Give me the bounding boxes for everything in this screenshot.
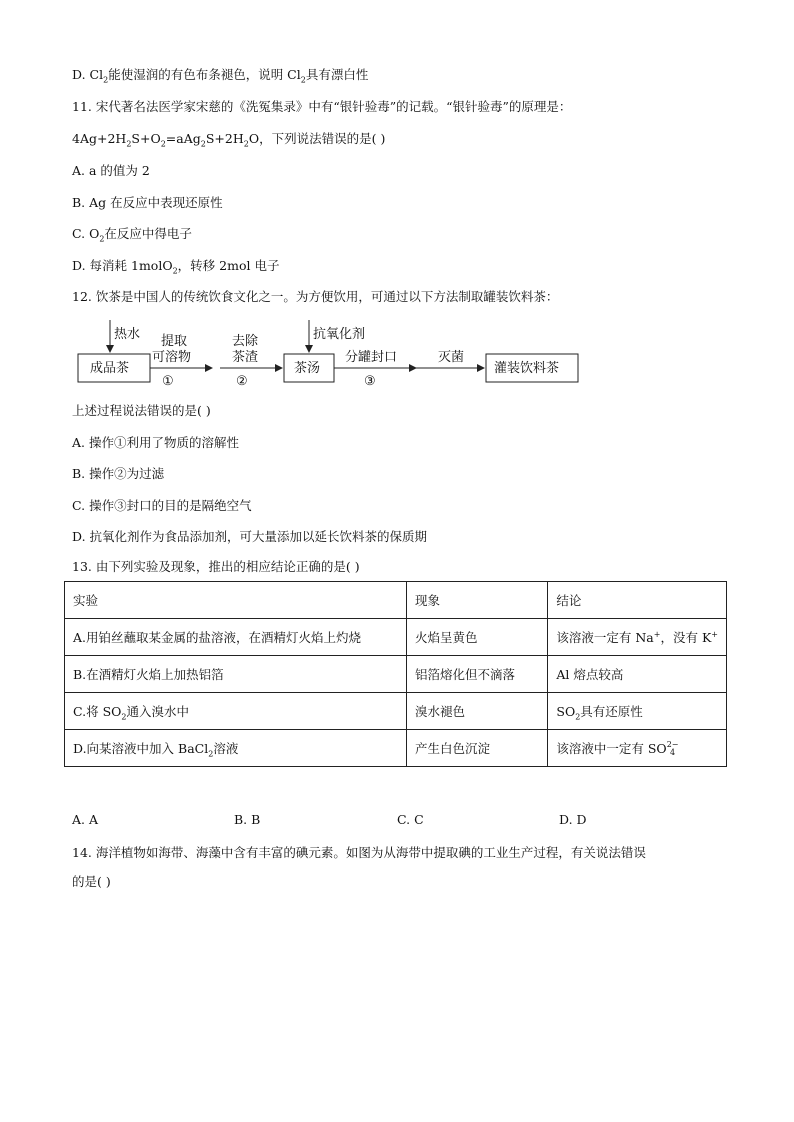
step2-mid: 茶渣 (232, 350, 259, 365)
table-row (65, 656, 727, 693)
step3-mid: 分罐封口 (345, 350, 398, 365)
subscript: 2 (160, 139, 166, 149)
row-b-conclusion: Al 熔点较高 (548, 656, 727, 693)
input-antioxidant: 抗氧化剂 (313, 327, 366, 342)
q12-option-d: D. 抗氧化剂作为食品添加剂，可大量添加以延长饮料茶的保质期 (72, 529, 428, 544)
q11-option-d (72, 257, 279, 275)
header-phenomenon: 现象 (407, 582, 548, 619)
step1-mid: 可溶物 (152, 350, 192, 365)
subscript: 2 (172, 266, 178, 276)
table-header-row (65, 582, 727, 619)
step3-num: ③ (364, 374, 376, 389)
q12-option-a: A. 操作①利用了物质的溶解性 (72, 435, 239, 450)
superscript: + (711, 629, 718, 639)
table-row (65, 730, 727, 767)
q12-stem: 12. 饮茶是中国人的传统饮食文化之一。为方便饮用，可通过以下方法制取罐装饮料茶： (72, 289, 559, 304)
q10-option-d (72, 66, 368, 84)
row-a-phenomenon: 火焰呈黄色 (407, 619, 548, 656)
q11-optc-text-2: 在反应中得电子 (104, 226, 192, 241)
q12-process-diagram (70, 318, 590, 396)
header-conclusion: 结论 (548, 582, 727, 619)
q13-stem: 13. 由下列实验及现象，推出的相应结论正确的是( ) (72, 559, 360, 574)
subscript: 2 (575, 712, 581, 722)
step1-num: ① (162, 374, 174, 389)
q13-table (64, 581, 727, 767)
eq-part: 4Ag+2H (72, 131, 127, 146)
choice-c: C. C (397, 812, 424, 827)
cell-text: 该溶液中一定有 SO (556, 740, 667, 756)
cell-text: 溶液 (213, 741, 239, 756)
row-d-phenomenon: 产生白色沉淀 (407, 730, 548, 767)
cell-text: 具有还原性 (580, 704, 643, 719)
row-c-conclusion (548, 693, 727, 730)
row-d-conclusion (548, 730, 727, 767)
row-b-experiment: B.在酒精灯火焰上加热铝箔 (65, 656, 407, 693)
eq-part: O，下列说法错误的是( ) (248, 131, 386, 146)
q10-optd-text-2: 能使湿润的有色布条褪色，说明 Cl (108, 67, 301, 82)
q14-stem: 14. 海洋植物如海带、海藻中含有丰富的碘元素。如图为从海带中提取碘的工业生产过程，有关说法错误 (72, 845, 646, 860)
charge: 2− (666, 740, 679, 750)
cell-text: D.向某溶液中加入 BaCl (73, 741, 209, 756)
table-row (65, 619, 727, 656)
box1-label: 成品茶 (90, 361, 130, 376)
cell-text: 该溶液一定有 Na (556, 630, 654, 645)
subscript: 2 (208, 749, 214, 759)
box3-label: 灌装饮料茶 (494, 361, 560, 376)
q13-choices (72, 811, 632, 829)
cell-text: 通入溴水中 (126, 704, 189, 719)
subscript: 2 (200, 139, 206, 149)
box2-label: 茶汤 (294, 361, 321, 376)
q10-optd-text-3: 具有漂白性 (305, 67, 369, 82)
q10-optd-text-1: D. Cl (72, 67, 104, 82)
superscript: + (653, 629, 661, 639)
subscript: 2 (103, 75, 109, 85)
row-d-experiment (65, 730, 407, 767)
choice-b: B. B (234, 812, 261, 827)
q11-option-c (72, 225, 192, 243)
table-row (65, 693, 727, 730)
row-c-phenomenon: 溴水褪色 (407, 693, 548, 730)
q11-stem: 11. 宋代著名法医学家宋慈的《洗冤集录》中有“银针验毒”的记载。“银针验毒”的原理是： (72, 99, 572, 114)
subscript: 2 (126, 139, 132, 149)
q12-option-c: C. 操作③封口的目的是隔绝空气 (72, 498, 252, 513)
subscript: 2 (243, 139, 249, 149)
row-b-phenomenon: 铝箔熔化但不滴落 (407, 656, 548, 693)
choice-a: A. A (72, 812, 99, 827)
q12-question: 上述过程说法错误的是( ) (72, 403, 211, 418)
subscript: 2 (300, 75, 306, 85)
subscript: 2 (121, 712, 127, 722)
cell-text: ，没有 K (660, 630, 712, 645)
step4-mid: 灭菌 (438, 350, 465, 365)
q11-optd-text-2: ，转移 2mol 电子 (177, 258, 280, 273)
cell-text: C.将 SO (73, 704, 122, 719)
step2-top: 去除 (232, 334, 259, 349)
eq-part: S+2H (205, 131, 244, 146)
sulfate-charge (667, 741, 679, 757)
subscript: 2 (99, 234, 105, 244)
header-experiment: 实验 (65, 582, 407, 619)
eq-part: =aAg (165, 131, 201, 146)
q11-optd-text-1: D. 每消耗 1molO (72, 258, 173, 273)
step1-top: 提取 (161, 334, 188, 349)
eq-part: S+O (131, 131, 161, 146)
q12-option-b: B. 操作②为过滤 (72, 466, 165, 481)
row-c-experiment (65, 693, 407, 730)
row-a-experiment: A.用铂丝蘸取某金属的盐溶液，在酒精灯火焰上灼烧 (65, 619, 407, 656)
input-hot-water: 热水 (114, 327, 141, 342)
q11-option-b: B. Ag 在反应中表现还原性 (72, 195, 223, 210)
subscript: 4 (670, 748, 676, 758)
q11-equation (72, 130, 385, 148)
choice-d: D. D (559, 812, 587, 827)
row-a-conclusion (548, 619, 727, 656)
cell-text: SO (556, 704, 576, 719)
q11-option-a: A. a 的值为 2 (72, 163, 150, 178)
q14-stem-cont: 的是( ) (72, 874, 111, 889)
step2-num: ② (236, 374, 248, 389)
q11-optc-text-1: C. O (72, 226, 100, 241)
